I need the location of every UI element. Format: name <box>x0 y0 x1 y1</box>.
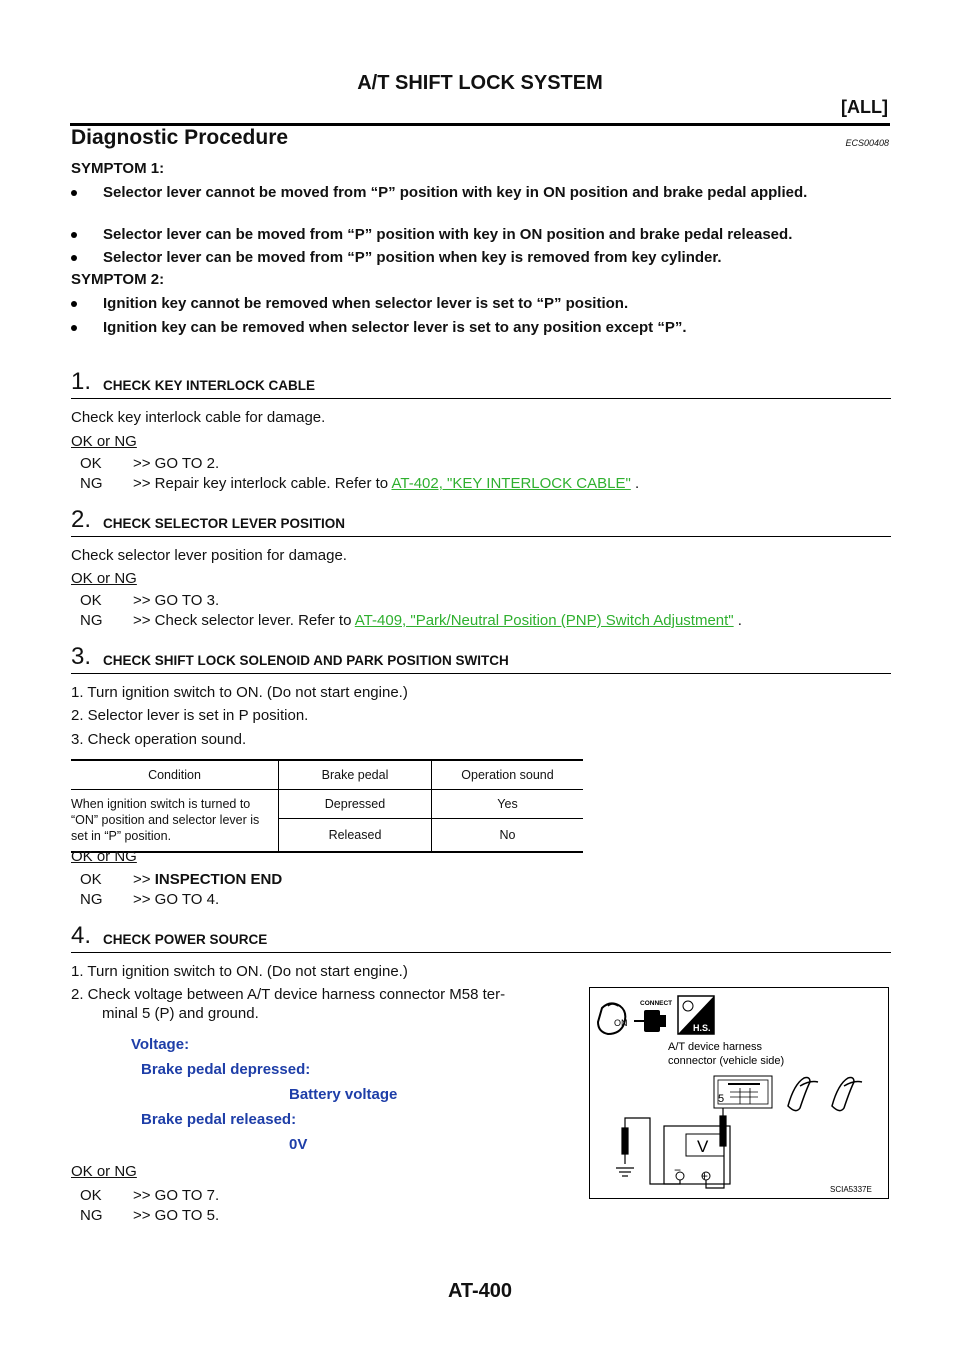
table-row <box>71 790 583 819</box>
step4-ok-ng: OK or NG <box>71 1163 137 1180</box>
symptom2-item <box>71 294 891 314</box>
result-key: OK <box>80 871 102 888</box>
spec-released-value: 0V <box>289 1136 308 1153</box>
step2-ng-result <box>80 612 742 629</box>
symptom1-item-text: Selector lever cannot be moved from “P” position with key in ON position and brake pedal applied. <box>103 184 808 201</box>
ignition-key-icon <box>598 1003 628 1034</box>
table-header-row <box>71 760 583 790</box>
hs-text: H.S. <box>693 1023 711 1033</box>
step4-heading <box>71 922 891 953</box>
result-arrow: >> <box>133 871 155 888</box>
page-header-subtitle: [ALL] <box>841 97 888 117</box>
step4-ok-result <box>80 1187 219 1204</box>
ignition-on-text: ON <box>614 1018 628 1028</box>
result-text: INSPECTION END <box>154 871 283 888</box>
result-text: >> GO TO 5. <box>133 1207 220 1224</box>
harness-side-icon <box>678 996 714 1034</box>
step4-item: 1. Turn ignition switch to ON. (Do not start engine.) <box>71 963 408 980</box>
result-key: NG <box>80 891 103 908</box>
table-header-cell: Operation sound <box>432 760 584 790</box>
section-code: ECS00408 <box>845 138 889 148</box>
bullet-icon <box>71 301 77 307</box>
result-text: >> GO TO 2. <box>133 455 220 472</box>
result-text-end: . <box>630 475 640 492</box>
spec-voltage-label: Voltage: <box>131 1036 190 1053</box>
bullet-icon <box>71 255 77 261</box>
probe-hand-icon <box>788 1078 862 1111</box>
step3-heading <box>71 643 891 674</box>
step3-ok-result <box>80 871 282 888</box>
step1-number: 1. <box>71 368 92 395</box>
step1-ok-ng: OK or NG <box>71 433 137 450</box>
connector-label-line2: connector (vehicle side) <box>668 1055 785 1067</box>
connect-icon <box>634 1000 672 1032</box>
table-cell: Depressed <box>279 790 432 819</box>
voltage-check-figure <box>589 987 889 1199</box>
table-cell: Released <box>279 819 432 853</box>
step4-item: 2. Check voltage between A/T device harness connector M58 ter- <box>71 986 506 1003</box>
figure-code: SCIA5337E <box>830 1185 872 1194</box>
pnp-switch-adjustment-link[interactable]: AT-409, "Park/Neutral Position (PNP) Switch Adjustment" <box>354 612 734 629</box>
result-key: NG <box>80 612 103 629</box>
result-text: >> Repair key interlock cable. Refer to <box>133 475 392 492</box>
step1-text: Check key interlock cable for damage. <box>71 409 326 426</box>
step1-heading <box>71 368 891 399</box>
table-cell: Yes <box>432 790 584 819</box>
table-header-cell: Brake pedal <box>279 760 432 790</box>
harness-connector <box>714 1076 772 1108</box>
voltage-check-diagram <box>590 988 888 1198</box>
step3-ok-ng: OK or NG <box>71 848 137 865</box>
key-interlock-cable-link[interactable]: AT-402, "KEY INTERLOCK CABLE" <box>391 475 631 492</box>
step4-number: 4. <box>71 922 92 949</box>
section-title: Diagnostic Procedure <box>71 126 289 149</box>
step4-title: CHECK POWER SOURCE <box>103 932 268 947</box>
connect-text: CONNECT <box>640 1000 673 1007</box>
result-key: NG <box>80 1207 103 1224</box>
page-header-title: A/T SHIFT LOCK SYSTEM <box>357 72 603 94</box>
symptom2-item-text: Ignition key can be removed when selector lever is set to any position except “P”. <box>103 319 687 336</box>
symptom1-item <box>71 248 891 268</box>
step2-number: 2. <box>71 506 92 533</box>
result-text: >> GO TO 3. <box>133 592 220 609</box>
result-text-end: . <box>733 612 742 629</box>
result-key: OK <box>80 592 102 609</box>
spec-released-label: Brake pedal released: <box>141 1111 297 1128</box>
terminal-number: 5 <box>718 1093 725 1105</box>
operation-sound-table <box>71 759 583 853</box>
spec-depressed-value: Battery voltage <box>289 1086 398 1103</box>
bullet-icon <box>71 325 77 331</box>
step1-title: CHECK KEY INTERLOCK CABLE <box>103 378 316 393</box>
spec-depressed-label: Brake pedal depressed: <box>141 1061 311 1078</box>
step4-ng-result <box>80 1207 219 1224</box>
table-header-cell: Condition <box>71 760 279 790</box>
result-key: OK <box>80 1187 102 1204</box>
bullet-icon <box>71 190 77 196</box>
symptom1-label: SYMPTOM 1: <box>71 160 165 177</box>
meter-plus-text: + <box>701 1169 709 1183</box>
step3-ng-result <box>80 891 219 908</box>
step2-ok-result <box>80 592 219 609</box>
step2-text: Check selector lever position for damage. <box>71 547 347 564</box>
result-text: >> Check selector lever. Refer to <box>133 612 355 629</box>
table-condition-cell: When ignition switch is turned to “ON” position and selector lever is set in “P” position. <box>71 790 279 853</box>
symptom1-item <box>71 225 891 245</box>
step3-item: 1. Turn ignition switch to ON. (Do not start engine.) <box>71 684 408 701</box>
step2-title: CHECK SELECTOR LEVER POSITION <box>103 516 346 531</box>
result-key: OK <box>80 455 102 472</box>
meter-v-text: V <box>697 1137 709 1156</box>
bullet-icon <box>71 232 77 238</box>
connector-label-line1: A/T device harness <box>668 1041 762 1053</box>
symptom2-item-text: Ignition key cannot be removed when selector lever is set to “P” position. <box>103 295 629 312</box>
symptom2-item <box>71 318 891 338</box>
step3-number: 3. <box>71 643 92 670</box>
symptom1-item <box>71 183 891 203</box>
step1-ng-result <box>80 475 639 492</box>
symptom1-item-text: Selector lever can be moved from “P” position when key is removed from key cylinder. <box>103 249 722 266</box>
result-text: >> GO TO 4. <box>133 891 220 908</box>
step2-heading <box>71 506 891 537</box>
table-cell: No <box>432 819 584 853</box>
result-text: >> GO TO 7. <box>133 1187 220 1204</box>
step3-item: 3. Check operation sound. <box>71 731 247 748</box>
step1-ok-result <box>80 455 219 472</box>
page-number: AT-400 <box>447 1280 513 1302</box>
symptom2-label: SYMPTOM 2: <box>71 271 165 288</box>
symptom1-item-text: Selector lever can be moved from “P” position with key in ON position and brake pedal released. <box>103 226 793 243</box>
result-key: NG <box>80 475 103 492</box>
step4-item-cont: minal 5 (P) and ground. <box>102 1005 259 1022</box>
step3-title: CHECK SHIFT LOCK SOLENOID AND PARK POSITION SWITCH <box>103 653 509 668</box>
step3-item: 2. Selector lever is set in P position. <box>71 707 309 724</box>
step2-ok-ng: OK or NG <box>71 570 137 587</box>
meter-minus-text: − <box>674 1163 682 1177</box>
